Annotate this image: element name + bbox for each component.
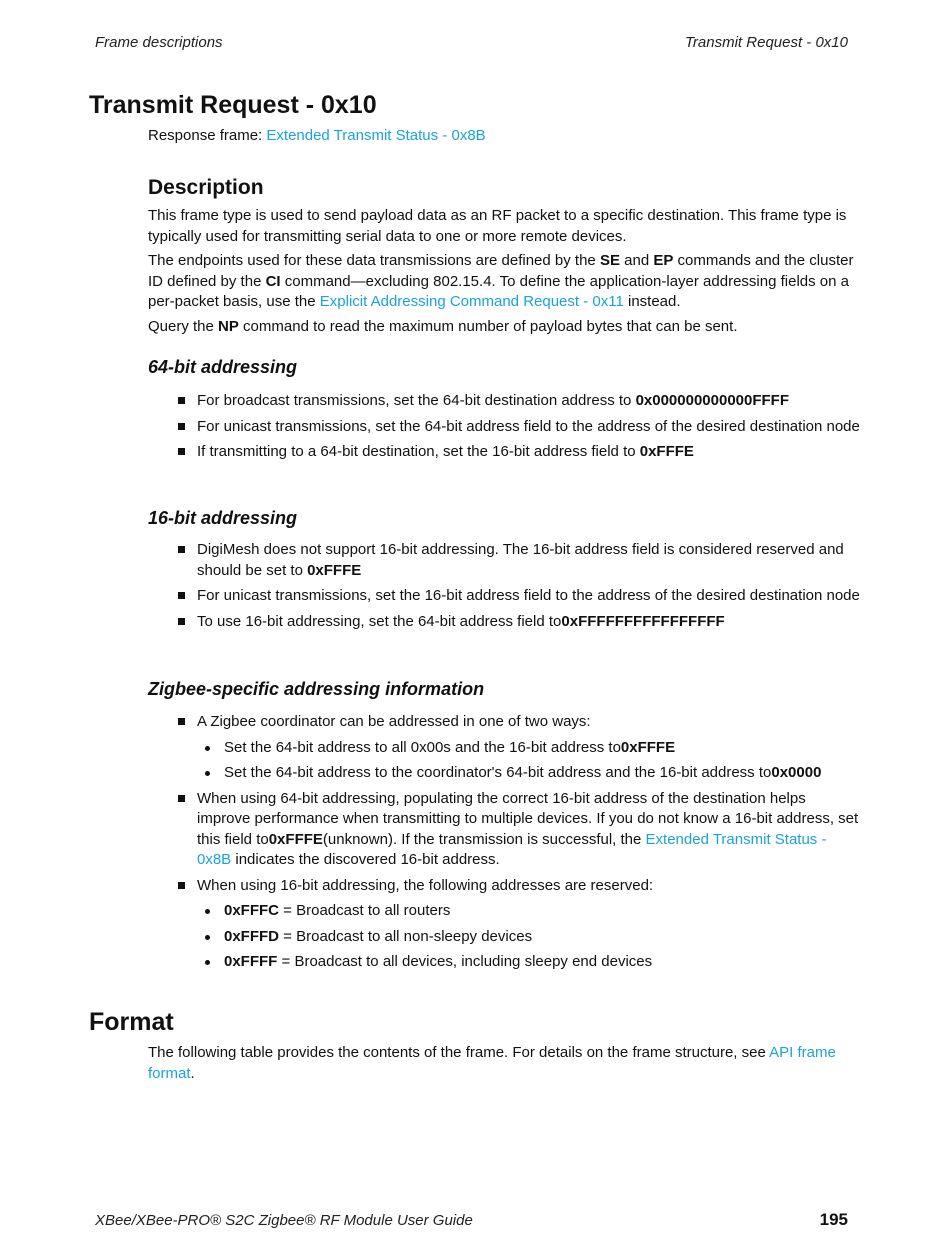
sub-list-item: 0xFFFD = Broadcast to all non-sleepy devices bbox=[197, 927, 860, 948]
addressing-16-heading: 16-bit addressing bbox=[148, 508, 298, 528]
description-paragraph-1: This frame type is used to send payload data as an RF packet to a specific destination. This frame type is typically used for transmitting serial data to one or more remote devices. bbox=[148, 207, 847, 245]
response-frame-link[interactable]: Extended Transmit Status - 0x8B bbox=[266, 127, 486, 144]
reserved-addresses-list bbox=[197, 901, 860, 973]
round-bullet-icon bbox=[205, 935, 210, 940]
round-bullet-icon bbox=[205, 746, 210, 751]
page-number: 195 bbox=[819, 1210, 848, 1229]
running-header-section: Frame descriptions bbox=[95, 34, 223, 51]
list-item: For unicast transmissions, set the 16-bit address field to the address of the desired destination node bbox=[148, 586, 860, 607]
addressing-64-section bbox=[148, 355, 860, 468]
explicit-addressing-link[interactable]: Explicit Addressing Command Request - 0x11 bbox=[319, 293, 624, 310]
square-bullet-icon bbox=[178, 397, 185, 404]
square-bullet-icon bbox=[178, 546, 185, 553]
list-item: When using 64-bit addressing, populating the correct 16-bit address of the destination helps improve performance when transmitting to multiple devices. If you do not know a 16-bit address, set this field to0xFFFE(unknown). If the transmission is successful, the Extended Transmit Status - 0x8B indicates the discovered 16-bit address. bbox=[148, 789, 860, 871]
square-bullet-icon bbox=[178, 448, 185, 455]
list-item: To use 16-bit addressing, set the 64-bit address field to0xFFFFFFFFFFFFFFFF bbox=[148, 612, 860, 633]
square-bullet-icon bbox=[178, 718, 185, 725]
coordinator-ways-list bbox=[197, 738, 860, 784]
sub-list-item: 0xFFFF = Broadcast to all devices, including sleepy end devices bbox=[197, 952, 860, 973]
description-paragraph-3: Query the NP command to read the maximum number of payload bytes that can be sent. bbox=[148, 317, 738, 335]
zigbee-addressing-list bbox=[148, 712, 860, 973]
addressing-64-list bbox=[148, 391, 860, 463]
list-item: A Zigbee coordinator can be addressed in one of two ways: Set the 64-bit address to all 0x00s and the 16-bit address to0xFFFE Set the 64-bit address to the coordinator's 64-bit address and the 16-bit address to0x0000 bbox=[148, 712, 860, 784]
format-heading: Format bbox=[89, 1008, 174, 1036]
list-item: For unicast transmissions, set the 64-bit address field to the address of the desired destination node bbox=[148, 417, 860, 438]
list-item: If transmitting to a 64-bit destination, set the 16-bit address field to 0xFFFE bbox=[148, 442, 860, 463]
addressing-64-heading: 64-bit addressing bbox=[148, 357, 298, 377]
api-frame-format-link[interactable]: API frame format bbox=[148, 1044, 836, 1082]
square-bullet-icon bbox=[178, 618, 185, 625]
intro-block bbox=[148, 126, 860, 151]
footer-guide-title: XBee/XBee-PRO® S2C Zigbee® RF Module User Guide bbox=[95, 1212, 473, 1229]
description-section bbox=[148, 175, 860, 341]
response-frame-line: Response frame: Extended Transmit Status - 0x8B bbox=[148, 127, 486, 144]
zigbee-addressing-section bbox=[148, 677, 860, 978]
sub-list-item: Set the 64-bit address to all 0x00s and the 16-bit address to0xFFFE bbox=[197, 738, 860, 759]
square-bullet-icon bbox=[178, 592, 185, 599]
square-bullet-icon bbox=[178, 423, 185, 430]
round-bullet-icon bbox=[205, 909, 210, 914]
extended-transmit-status-link[interactable]: Extended Transmit Status - 0x8B bbox=[197, 830, 827, 868]
format-paragraph: The following table provides the contents of the frame. For details on the frame structure, see API frame format. bbox=[148, 1044, 836, 1082]
format-section bbox=[148, 1043, 860, 1088]
list-item: For broadcast transmissions, set the 64-bit destination address to 0x000000000000FFFF bbox=[148, 391, 860, 412]
sub-list-item: Set the 64-bit address to the coordinator's 64-bit address and the 16-bit address to0x0000 bbox=[197, 763, 860, 784]
sub-list-item: 0xFFFC = Broadcast to all routers bbox=[197, 901, 860, 922]
addressing-16-list bbox=[148, 540, 860, 632]
description-heading: Description bbox=[148, 176, 264, 199]
list-item: When using 16-bit addressing, the following addresses are reserved: 0xFFFC = Broadcast to all routers 0xFFFD = Broadcast to all non-sleepy devices 0xFFFF = Broadcast to all devices, including sleepy end devices bbox=[148, 876, 860, 973]
page-title: Transmit Request - 0x10 bbox=[89, 91, 377, 119]
description-paragraph-2: The endpoints used for these data transmissions are defined by the SE and EP commands and the cluster ID defined by the CI command—excluding 802.15.4. To define the application-layer addressing fields on a per-packet basis, use the Explicit Addressing Command Request - 0x11 instead. bbox=[148, 252, 854, 310]
running-header-title: Transmit Request - 0x10 bbox=[684, 34, 848, 51]
square-bullet-icon bbox=[178, 795, 185, 802]
zigbee-addressing-heading: Zigbee-specific addressing information bbox=[148, 679, 485, 699]
addressing-16-section bbox=[148, 506, 860, 637]
round-bullet-icon bbox=[205, 771, 210, 776]
square-bullet-icon bbox=[178, 882, 185, 889]
list-item: DigiMesh does not support 16-bit addressing. The 16-bit address field is considered reserved and should be set to 0xFFFE bbox=[148, 540, 860, 581]
round-bullet-icon bbox=[205, 960, 210, 965]
